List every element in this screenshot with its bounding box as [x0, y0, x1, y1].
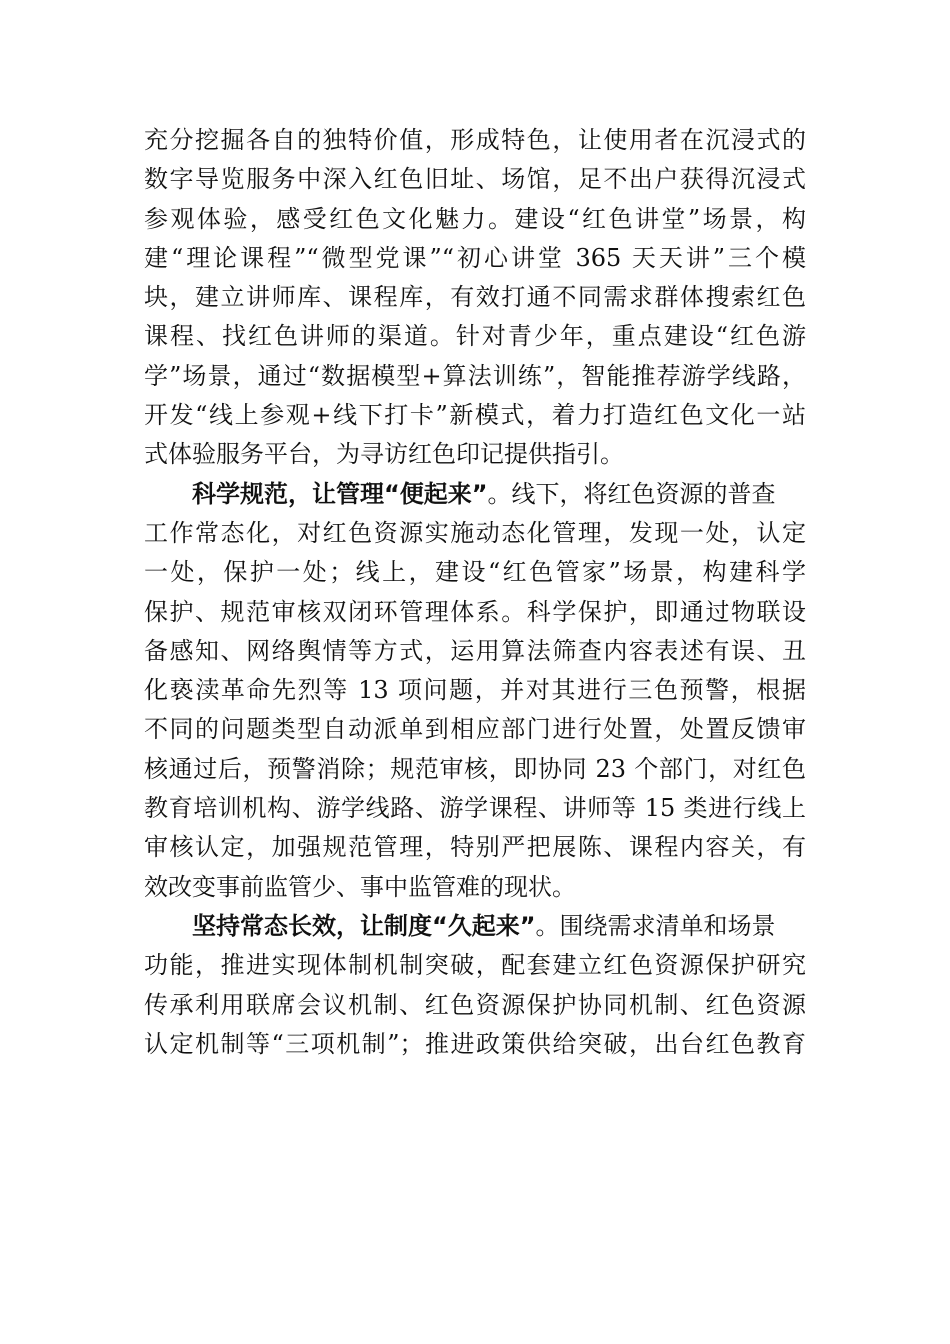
- paragraph-1: [144, 121, 806, 475]
- text-line: 传承利用联席会议机制、红色资源保护协同机制、红色资源: [144, 990, 806, 1019]
- paragraph-heading: 坚持常态长效，让制度“久起来”: [192, 911, 536, 940]
- paragraph-first-line: [144, 475, 806, 514]
- text-line: 备感知、网络舆情等方式，运用算法筛查内容表述有误、丑: [144, 636, 806, 665]
- text-line: 工作常态化，对红色资源实施动态化管理，发现一处，认定: [144, 518, 806, 547]
- text-line: 数字导览服务中深入红色旧址、场馆，足不出户获得沉浸式: [144, 165, 806, 194]
- text-line: 参观体验，感受红色文化魅力。建设“红色讲堂”场景，构: [144, 204, 806, 233]
- text-line: 不同的问题类型自动派单到相应部门进行处置，处置反馈审: [144, 715, 806, 744]
- paragraph-3: [144, 907, 806, 1064]
- text-line: 核通过后，预警消除；规范审核，即协同 23 个部门，对红色: [144, 754, 806, 783]
- text-line: 建“理论课程”“微型党课”“初心讲堂 365 天天讲”三个模: [144, 243, 806, 272]
- text-line: 认定机制等“三项机制”；推进政策供给突破，出台红色教育: [144, 1029, 806, 1058]
- text-line: 式体验服务平台，为寻访红色印记提供指引。: [144, 440, 624, 469]
- text-line: 学”场景，通过“数据模型+算法训练”，智能推荐游学线路，: [144, 361, 806, 390]
- text-line: 保护、规范审核双闭环管理体系。科学保护，即通过物联设: [144, 597, 806, 626]
- heading-continuation: 。线下，将红色资源的普查: [487, 479, 776, 508]
- text-line: 化亵渎革命先烈等 13 项问题，并对其进行三色预警，根据: [144, 676, 806, 705]
- text-line: 充分挖掘各自的独特价值，形成特色，让使用者在沉浸式的: [144, 126, 806, 154]
- text-line: 开发“线上参观+线下打卡”新模式，着力打造红色文化一站: [144, 401, 806, 430]
- body-text: [144, 121, 806, 1064]
- paragraph-2: [144, 475, 806, 907]
- heading-continuation: 。围绕需求清单和场景: [535, 911, 776, 940]
- text-line: 块，建立讲师库、课程库，有效打通不同需求群体搜索红色: [144, 283, 806, 312]
- text-line: 功能，推进实现体制机制突破，配套建立红色资源保护研究: [144, 951, 806, 980]
- paragraph-first-line: [144, 907, 806, 946]
- text-line: 一处，保护一处；线上，建设“红色管家”场景，构建科学: [144, 558, 806, 587]
- text-line: 教育培训机构、游学线路、游学课程、讲师等 15 类进行线上: [144, 794, 806, 823]
- text-line: 审核认定，加强规范管理，特别严把展陈、课程内容关，有: [144, 833, 806, 862]
- text-line: 效改变事前监管少、事中监管难的现状。: [144, 872, 576, 901]
- text-line: 课程、找红色讲师的渠道。针对青少年，重点建设“红色游: [144, 322, 806, 351]
- paragraph-heading: 科学规范，让管理“便起来”: [192, 479, 488, 508]
